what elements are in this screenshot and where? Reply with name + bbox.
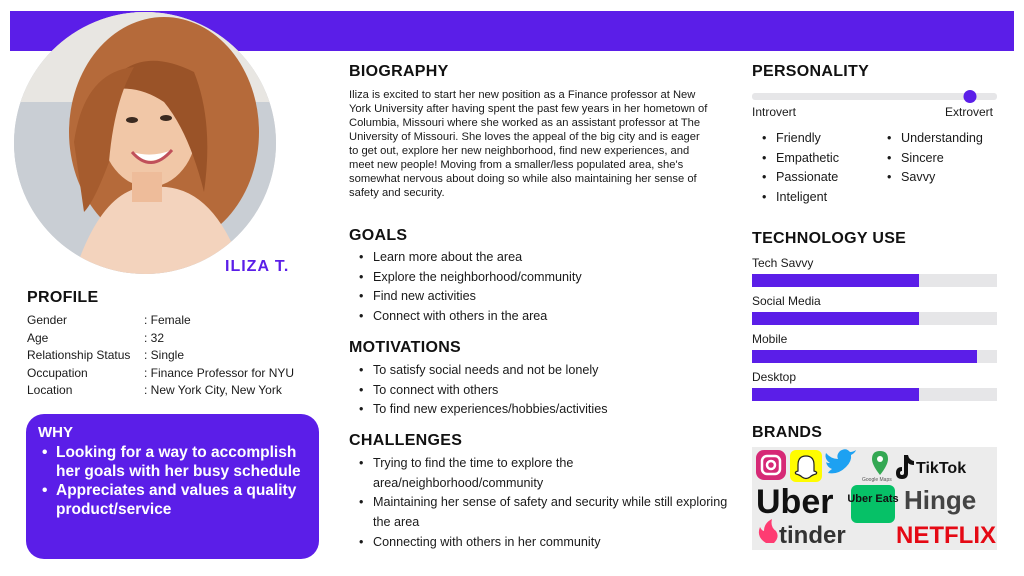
trait-item: • Passionate <box>752 168 882 188</box>
motivation-item: • To satisfy social needs and not be lonely <box>349 361 729 381</box>
profile-value: : 32 <box>144 330 165 345</box>
profile-value: : Finance Professor for NYU <box>144 365 295 380</box>
instagram-icon <box>756 450 786 480</box>
snapchat-icon <box>790 450 822 482</box>
profile-table <box>27 312 294 400</box>
portrait-image <box>14 12 276 274</box>
tinder-logo <box>759 519 846 549</box>
challenges-list <box>349 454 729 553</box>
profile-row <box>27 330 294 348</box>
tiktok-logo <box>896 455 966 479</box>
challenge-item: • Connecting with others in her community <box>349 533 729 553</box>
tech-bar-fill <box>752 388 919 401</box>
tech-bar-fill <box>752 312 919 325</box>
challenge-item: • Trying to find the time to explore the area/neighborhood/community <box>349 454 729 493</box>
uber-logo: Uber <box>756 483 834 521</box>
motivations-list <box>349 361 729 420</box>
tech-label: Social Media <box>752 294 821 308</box>
challenges-heading: CHALLENGES <box>349 432 463 449</box>
trait-item: • Friendly <box>752 129 882 149</box>
goal-item: • Connect with others in the area <box>349 307 729 327</box>
profile-row <box>27 347 294 365</box>
traits-list-2 <box>877 129 1017 188</box>
avatar <box>14 12 276 274</box>
trait-item: • Savvy <box>877 168 1017 188</box>
uber-eats-logo <box>847 485 898 523</box>
trait-item: • Inteligent <box>752 188 882 208</box>
tech-label: Tech Savvy <box>752 256 814 270</box>
why-item: • Looking for a way to accomplish her goals with her busy schedule <box>38 443 307 481</box>
why-heading: WHY <box>38 424 73 441</box>
uber-eats-text: Uber Eats <box>847 493 899 505</box>
twitter-icon <box>826 449 857 473</box>
persona-name: ILIZA T. <box>225 258 290 275</box>
technology-heading: TECHNOLOGY USE <box>752 230 907 247</box>
tech-label: Mobile <box>752 332 788 346</box>
google-maps-icon <box>862 451 892 483</box>
profile-value: : Female <box>144 313 191 327</box>
why-card <box>26 414 319 559</box>
profile-heading: PROFILE <box>27 289 99 306</box>
hinge-logo: Hinge <box>904 485 977 515</box>
introvert-label: Introvert <box>752 105 797 119</box>
tech-bar <box>752 350 997 363</box>
trait-item: • Understanding <box>877 129 1017 149</box>
tech-label: Desktop <box>752 370 797 384</box>
why-item: • Appreciates and values a quality product/service <box>38 481 307 519</box>
slider-knob <box>964 90 977 103</box>
personality-slider <box>752 93 997 100</box>
profile-row <box>27 382 294 400</box>
tech-bar <box>752 388 997 401</box>
profile-key: Location <box>27 383 73 398</box>
profile-row <box>27 365 294 383</box>
tech-bar-fill <box>752 350 977 363</box>
motivation-item: • To connect with others <box>349 381 729 401</box>
profile-key: Occupation <box>27 365 88 380</box>
google-maps-text: Google Maps <box>862 477 892 483</box>
goal-item: • Learn more about the area <box>349 248 729 268</box>
extrovert-label: Extrovert <box>945 105 994 119</box>
biography-text: Iliza is excited to start her new position as a Finance professor at New York University after having spent the past few years in her hometown of Columbia, Missouri where she worked as an assistant professor at The University of Missouri. She loves the appeal of the big city and is eager to get out, explore her new neighborhood, find new experiences, and meet new people! Moving from a smaller/less populated area, she's somewhat nervous about doing so while also maintaining her sense of safety and security. <box>349 89 708 199</box>
motivation-item: • To find new experiences/hobbies/activities <box>349 400 729 420</box>
profile-row <box>27 312 294 330</box>
profile-key: Gender <box>27 313 68 327</box>
challenge-item: • Maintaining her sense of safety and security while still exploring the area <box>349 493 729 532</box>
goals-list <box>349 248 729 327</box>
goal-item: • Explore the neighborhood/community <box>349 268 729 288</box>
brands-heading: BRANDS <box>752 424 823 441</box>
profile-value: : New York City, New York <box>144 383 282 398</box>
tech-bar <box>752 312 997 325</box>
motivations-heading: MOTIVATIONS <box>349 339 462 356</box>
tech-bar <box>752 274 997 287</box>
tech-bar-fill <box>752 274 919 287</box>
profile-key: Relationship Status <box>27 348 131 363</box>
trait-item: • Sincere <box>877 149 1017 169</box>
traits-list-1 <box>752 129 882 208</box>
tiktok-text: TikTok <box>916 460 967 477</box>
biography-heading: BIOGRAPHY <box>349 63 449 80</box>
tinder-text: tinder <box>779 522 846 549</box>
brands-collage <box>752 447 997 550</box>
profile-key: Age <box>27 330 49 345</box>
goals-heading: GOALS <box>349 227 408 244</box>
trait-item: • Empathetic <box>752 149 882 169</box>
personality-heading: PERSONALITY <box>752 63 870 80</box>
brand-logos <box>752 447 997 550</box>
technology-bars <box>752 256 997 408</box>
netflix-logo: NETFLIX <box>896 522 996 549</box>
profile-value: : Single <box>144 348 185 363</box>
goal-item: • Find new activities <box>349 287 729 307</box>
